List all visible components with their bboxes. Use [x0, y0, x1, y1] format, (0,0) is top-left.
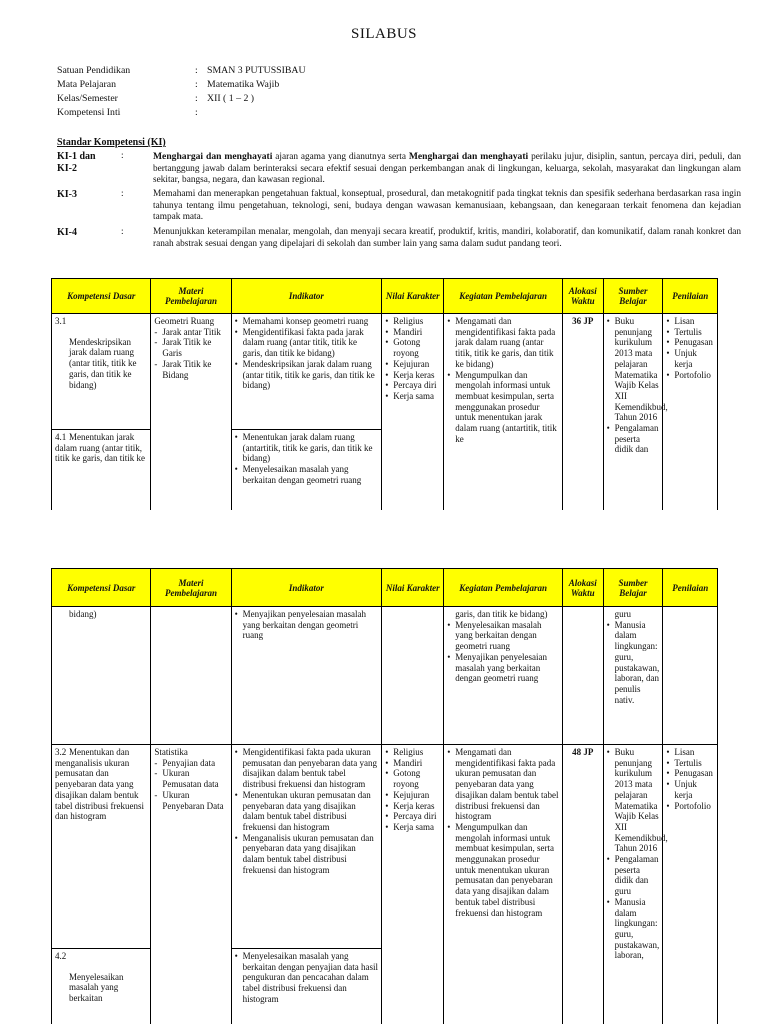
materi-cell: Statistika - Penyajian data - Ukuran Pemusatan data - Ukuran Penyebaran Data — [151, 745, 231, 1024]
col-header: Sumber Belajar — [603, 279, 663, 314]
meta-value: Matematika Wajib — [207, 79, 280, 90]
table-row — [52, 745, 718, 949]
col-header: Kompetensi Dasar — [52, 279, 151, 314]
sumber-cell: • Buku penunjang kurikulum 2013 mata pelajaran Matematika Wajib Kelas XII Kemendikbud, Tahun 2016 • Pengalaman peserta didik dan guru • Manusia dalam lingkungan: guru, pustakawan, laboran, — [603, 745, 663, 1024]
alokasi-cell — [562, 607, 603, 745]
materi-cell: Geometri Ruang - Jarak antar Titik - Jarak Titik ke Garis - Jarak Titik ke Bidang — [151, 314, 231, 510]
col-header: Nilai Karakter — [382, 279, 444, 314]
indikator-cell: • Menyelesaikan masalah yang berkaitan dengan penyajian data hasil pengukuran dan pencacahan dalam tabel distribusi frekuensi dan histogram — [231, 949, 382, 1024]
indikator-cell: • Memahami konsep geometri ruang • Mengidentifikasi fakta pada jarak dalam ruang (antar titik, titik ke garis, dan titik ke bidang) • Mendeskripsikan jarak dalam ruang (antar titik, titik ke garis, dan titik ke bidang) — [231, 314, 382, 430]
ki-block: KI-4 : Menunjukkan keterampilan menalar, mengolah, dan menyaji secara kreatif, produktif, kritis, mandiri, kolaboratif, dan komunikatif, dalam ranah konkret dan ranah abstrak sesuai dengan yang dipelajari di sekolah dan sumber lain yang sama dalam sudut pandang teori. — [57, 227, 741, 249]
materi-cell — [151, 607, 231, 745]
kd-cell: bidang) — [52, 607, 151, 745]
syllabus-table-1 — [51, 278, 718, 510]
page-title: SILABUS — [350, 26, 417, 42]
ki-text: Memahami dan menerapkan pengetahuan faktual, konseptual, prosedural, dan metakognitif pada tingkat teknis dan spesifik sederhana berdasarkan rasa ingin tahunya tentang ilmu pengetahuan, teknologi, seni, budaya dengan wawasan kemanusiaan, kebangsaan, dan kenegaraan terkait fenomena dan kejadian tampak mata. — [153, 189, 741, 223]
penilaian-cell — [663, 607, 718, 745]
indikator-cell: • Menentukan jarak dalam ruang (antartitik, titik ke garis, dan titik ke bidang) • Menyelesaikan masalah yang berkaitan dengan geometri ruang — [231, 430, 382, 510]
ki-text: Menunjukkan keterampilan menalar, mengolah, dan menyaji secara kreatif, produktif, kritis, mandiri, kolaboratif, dan komunikatif, dalam ranah konkret dan ranah abstrak sesuai dengan yang dipelajari di sekolah dan sumber lain yang sama dalam sudut pandang teori. — [153, 227, 741, 249]
kegiatan-cell: garis, dan titik ke bidang) • Menyelesaikan masalah yang berkaitan dengan geometri ruang • Menyajikan penyelesaian masalah yang berkaitan dengan geometri ruang — [444, 607, 563, 745]
meta-key: Mata Pelajaran — [57, 79, 117, 90]
col-header: Nilai Karakter — [382, 569, 444, 607]
kd-cell: 4.2 Menyelesaikan masalah yang berkaitan — [52, 949, 151, 1024]
indikator-cell: • Menyajikan penyelesaian masalah yang berkaitan dengan geometri ruang — [231, 607, 382, 745]
kegiatan-cell: • Mengamati dan mengidentifikasi fakta pada jarak dalam ruang (antar titik, titik ke garis, dan titik ke bidang) • Mengumpulkan dan mengolah informasi untuk membuat kesimpulan, serta menggunakan prosedur untuk menentukan jarak dalam ruang (antartitik, titik ke — [444, 314, 563, 510]
meta-info: Satuan Pendidikan : SMAN 3 PUTUSSIBAU Mata Pelajaran : Matematika Wajib Kelas/Semester : XII ( 1 – 2 ) Kompetensi Inti : — [57, 65, 306, 118]
alokasi-cell: 48 JP — [562, 745, 603, 1024]
nilai-cell: • Religius • Mandiri • Gotong royong • Kejujuran • Kerja keras • Percaya diri • Kerja sama — [382, 745, 444, 1024]
table-row — [52, 314, 718, 430]
table-row — [52, 607, 718, 745]
alokasi-cell: 36 JP — [562, 314, 603, 510]
col-header: Alokasi Waktu — [562, 279, 603, 314]
kegiatan-cell: • Mengamati dan mengidentifikasi fakta pada ukuran pemusatan dan penyebaran data yang disajikan dalam bentuk tabel distribusi frekuensi dan histogram • Mengumpulkan dan mengolah informasi untuk membuat kesimpulan, serta menggunakan prosedur untuk menentukan ukuran pemusatan dan penyebaran data yang disajikan dalam bentuk tabel distribusi frekuensi dan histogram — [444, 745, 563, 1024]
ki-block: KI-1 dan KI-2 : Menghargai dan menghayati ajaran agama yang dianutnya serta Menghargai dan menghayati perilaku jujur, disiplin, santun, percaya diri, peduli, dan bertanggung jawab dalam berinteraksi secara efektif sesuai dengan perkembangan anak di lingkungan, keluarga, sekolah, masyarakat dan lingkungan alam sekitar, bangsa, negara, dan kawasan regional. — [57, 151, 741, 186]
col-header: Indikator — [231, 279, 382, 314]
section-heading: Standar Kompetensi (KI) — [57, 137, 166, 148]
penilaian-cell: • Lisan • Tertulis • Penugasan • Unjuk kerja • Portofolio — [663, 745, 718, 1024]
meta-key: Kompetensi Inti — [57, 107, 121, 118]
ki-text: Menghargai dan menghayati ajaran agama yang dianutnya serta Menghargai dan menghayati perilaku jujur, disiplin, santun, percaya diri, peduli, dan bertanggung jawab dalam berinteraksi secara efektif sesuai dengan perkembangan anak di lingkungan, keluarga, sekolah, masyarakat dan lingkungan alam sekitar, bangsa, negara, dan kawasan regional. — [153, 151, 741, 186]
ki-label: KI-1 dan KI-2 — [57, 151, 96, 174]
ki-label: KI-4 — [57, 227, 77, 238]
kd-cell: 3.1 Mendeskripsikan jarak dalam ruang (antar titik, titik ke garis, dan titik ke bidang) — [52, 314, 151, 430]
meta-key: Kelas/Semester — [57, 93, 118, 104]
sumber-cell: guru • Manusia dalam lingkungan: guru, pustakawan, laboran, dan penulis nativ. — [603, 607, 663, 745]
kd-cell: 4.1 Menentukan jarak dalam ruang (antar titik, titik ke garis, dan titik ke — [52, 430, 151, 510]
col-header: Indikator — [231, 569, 382, 607]
nilai-cell — [382, 607, 444, 745]
meta-value: SMAN 3 PUTUSSIBAU — [207, 65, 306, 76]
col-header: Penilaian — [663, 279, 718, 314]
col-header: Kompetensi Dasar — [52, 569, 151, 607]
syllabus-table-2 — [51, 568, 718, 1024]
col-header: Sumber Belajar — [603, 569, 663, 607]
penilaian-cell: • Lisan • Tertulis • Penugasan • Unjuk kerja • Portofolio — [663, 314, 718, 510]
col-header: Materi Pembelajaran — [151, 279, 231, 314]
ki-block: KI-3 : Memahami dan menerapkan pengetahuan faktual, konseptual, prosedural, dan metakognitif pada tingkat teknis dan spesifik sederhana berdasarkan rasa ingin tahunya tentang ilmu pengetahuan, teknologi, seni, budaya dengan wawasan kemanusiaan, kebangsaan, dan kenegaraan terkait fenomena dan kejadian tampak mata. — [57, 189, 741, 223]
kd-cell: 3.2 Menentukan dan menganalisis ukuran pemusatan dan penyebaran data yang disajikan dalam bentuk tabel distribusi frekuensi dan histogram — [52, 745, 151, 949]
nilai-cell: • Religius • Mandiri • Gotong royong • Kejujuran • Kerja keras • Percaya diri • Kerja sama — [382, 314, 444, 510]
meta-key: Satuan Pendidikan — [57, 65, 131, 76]
ki-label: KI-3 — [57, 189, 77, 200]
col-header: Kegiatan Pembelajaran — [444, 279, 563, 314]
col-header: Materi Pembelajaran — [151, 569, 231, 607]
indikator-cell: • Mengidentifikasi fakta pada ukuran pemusatan dan penyebaran data yang disajikan dalam bentuk tabel distribusi frekuensi dan histogram • Menentukan ukuran pemusatan dan penyebaran data yang disajikan dalam bentuk tabel distribusi frekuensi dan histogram • Menganalisis ukuran pemusatan dan penyebaran data yang disajikan dalam bentuk tabel distribusi frekuensi dan histogram — [231, 745, 382, 949]
col-header: Penilaian — [663, 569, 718, 607]
col-header: Alokasi Waktu — [562, 569, 603, 607]
col-header: Kegiatan Pembelajaran — [444, 569, 563, 607]
meta-value: XII ( 1 – 2 ) — [207, 93, 255, 104]
sumber-cell: • Buku penunjang kurikulum 2013 mata pelajaran Matematika Wajib Kelas XII Kemendikbud, Tahun 2016 • Pengalaman peserta didik dan — [603, 314, 663, 510]
